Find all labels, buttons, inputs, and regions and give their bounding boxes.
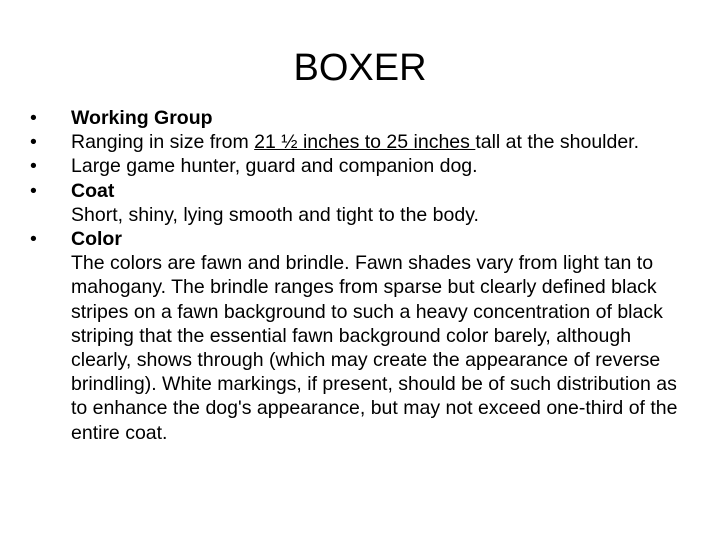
- bullet-body: The colors are fawn and brindle. Fawn shades vary from light tan to mahogany. The brindle ranges from sparse but clearly defined black stripes on a fawn background to such a heavy concentration of black striping that the essential fawn background color barely, although clearly, shows through (which may create the appearance of reverse brindling). White markings, if present, should be of such distribution as to enhance the dog's appearance, but may not exceed one-third of the entire coat.: [71, 252, 678, 444]
- bullet-purpose: [30, 154, 680, 178]
- bullet-icon: •: [30, 228, 37, 251]
- bullet-working-group: [30, 106, 680, 130]
- bullet-size: [30, 130, 680, 154]
- bullet-text-prefix: Ranging in size from: [71, 131, 255, 154]
- bullet-icon: •: [30, 107, 37, 129]
- bullet-icon: •: [30, 155, 37, 178]
- bullet-text: Large game hunter, guard and companion dog.: [71, 155, 478, 178]
- slide-title: BOXER: [293, 47, 427, 89]
- bullet-text-suffix: tall at the shoulder.: [475, 131, 640, 154]
- bullet-icon: •: [30, 179, 37, 202]
- bullet-coat: [30, 179, 680, 227]
- bullet-heading: Working Group: [71, 107, 213, 129]
- bullet-body: Short, shiny, lying smooth and tight to the body.: [71, 203, 479, 226]
- bullet-list: [30, 106, 680, 445]
- bullet-color: [30, 227, 680, 445]
- bullet-heading: Coat: [71, 179, 115, 202]
- bullet-heading: Color: [71, 228, 122, 251]
- bullet-icon: •: [30, 131, 37, 154]
- bullet-text-underlined: 21 ½ inches to 25 inches: [254, 131, 476, 154]
